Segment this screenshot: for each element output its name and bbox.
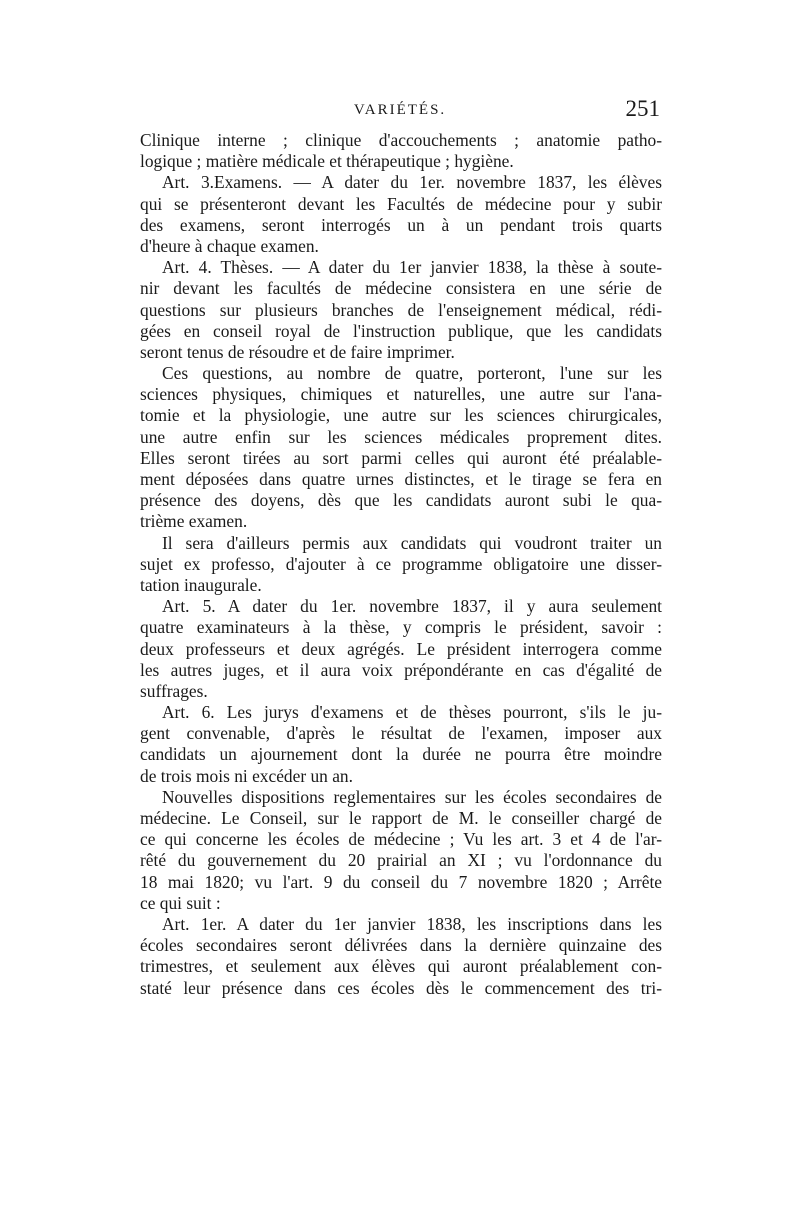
text-line: des examens, seront interrogés un à un pendant trois quarts [140, 214, 662, 235]
text-line: 18 mai 1820; vu l'art. 9 du conseil du 7 novembre 1820 ; Arrête [140, 871, 662, 892]
body-text [140, 130, 662, 999]
text-line: qui se présenteront devant les Facultés de médecine pour y subir [140, 193, 662, 214]
text-line: écoles secondaires seront délivrées dans la dernière quinzaine des [140, 935, 662, 956]
text-line: une autre enfin sur les sciences médicales proprement dites. [140, 426, 662, 447]
text-line: gent convenable, d'après le résultat de l'examen, imposer aux [140, 723, 662, 744]
page-number: 251 [625, 96, 660, 121]
text-line: ce qui concerne les écoles de médecine ; Vu les art. 3 et 4 de l'ar- [140, 829, 662, 850]
text-line: quatre examinateurs à la thèse, y compris le président, savoir : [140, 617, 662, 638]
text-line: de trois mois ni excéder un an. [140, 765, 353, 786]
text-line: Art. 3.Examens. — A dater du 1er. novembre 1837, les élèves [162, 172, 662, 193]
text-line: suffrages. [140, 680, 208, 701]
text-line: Art. 1er. A dater du 1er janvier 1838, les inscriptions dans les [162, 913, 662, 934]
text-line: trimestres, et seulement aux élèves qui auront préalablement con- [140, 956, 662, 977]
text-line: logique ; matière médicale et thérapeutique ; hygiène. [140, 151, 514, 172]
text-line: Art. 5. A dater du 1er. novembre 1837, il y aura seulement [162, 596, 662, 617]
text-line: Art. 4. Thèses. — A dater du 1er janvier 1838, la thèse à soute- [162, 257, 662, 278]
text-line: Elles seront tirées au sort parmi celles qui auront été préalable- [140, 447, 662, 468]
text-line: questions sur plusieurs branches de l'enseignement médical, rédi- [140, 299, 662, 320]
text-line: staté leur présence dans ces écoles dès le commencement des tri- [140, 977, 662, 998]
text-line: Clinique interne ; clinique d'accouchements ; anatomie patho- [140, 130, 662, 150]
text-line: les autres juges, et il aura voix prépondérante en cas d'égalité de [140, 659, 662, 680]
text-line: médecine. Le Conseil, sur le rapport de M. le conseiller chargé de [140, 808, 662, 828]
text-line: deux professeurs et deux agrégés. Le président interrogera comme [140, 638, 662, 659]
text-line: ce qui suit : [140, 892, 221, 913]
text-line: sciences physiques, chimiques et naturelles, une autre sur l'ana- [140, 384, 662, 405]
text-line: nir devant les facultés de médecine consistera en une série de [140, 278, 662, 299]
text-line: d'heure à chaque examen. [140, 235, 319, 256]
text-line: tation inaugurale. [140, 574, 262, 595]
text-line: Il sera d'ailleurs permis aux candidats qui voudront traiter un [162, 532, 662, 553]
text-line: sujet ex professo, d'ajouter à ce programme obligatoire une disser- [140, 553, 662, 574]
text-line: seront tenus de résoudre et de faire imprimer. [140, 341, 455, 362]
text-line: gées en conseil royal de l'instruction publique, que les candidats [140, 320, 662, 341]
running-head: VARIÉTÉS. [353, 102, 447, 118]
page-header [140, 96, 660, 130]
text-line: ment déposées dans quatre urnes distinctes, et le tirage se fera en [140, 469, 662, 489]
text-line: Ces questions, au nombre de quatre, porteront, l'une sur les [162, 363, 662, 384]
text-line: tomie et la physiologie, une autre sur les sciences chirurgicales, [140, 405, 662, 426]
text-line: Nouvelles dispositions reglementaires sur les écoles secondaires de [162, 786, 662, 807]
text-line: rêté du gouvernement du 20 prairial an XI ; vu l'ordonnance du [140, 850, 662, 871]
text-line: Art. 6. Les jurys d'examens et de thèses pourront, s'ils le ju- [162, 702, 662, 723]
text-line: trième examen. [140, 511, 248, 532]
text-line: présence des doyens, dès que les candidats auront subi le qua- [140, 490, 662, 511]
text-line: candidats un ajournement dont la durée ne pourra être moindre [140, 744, 662, 765]
